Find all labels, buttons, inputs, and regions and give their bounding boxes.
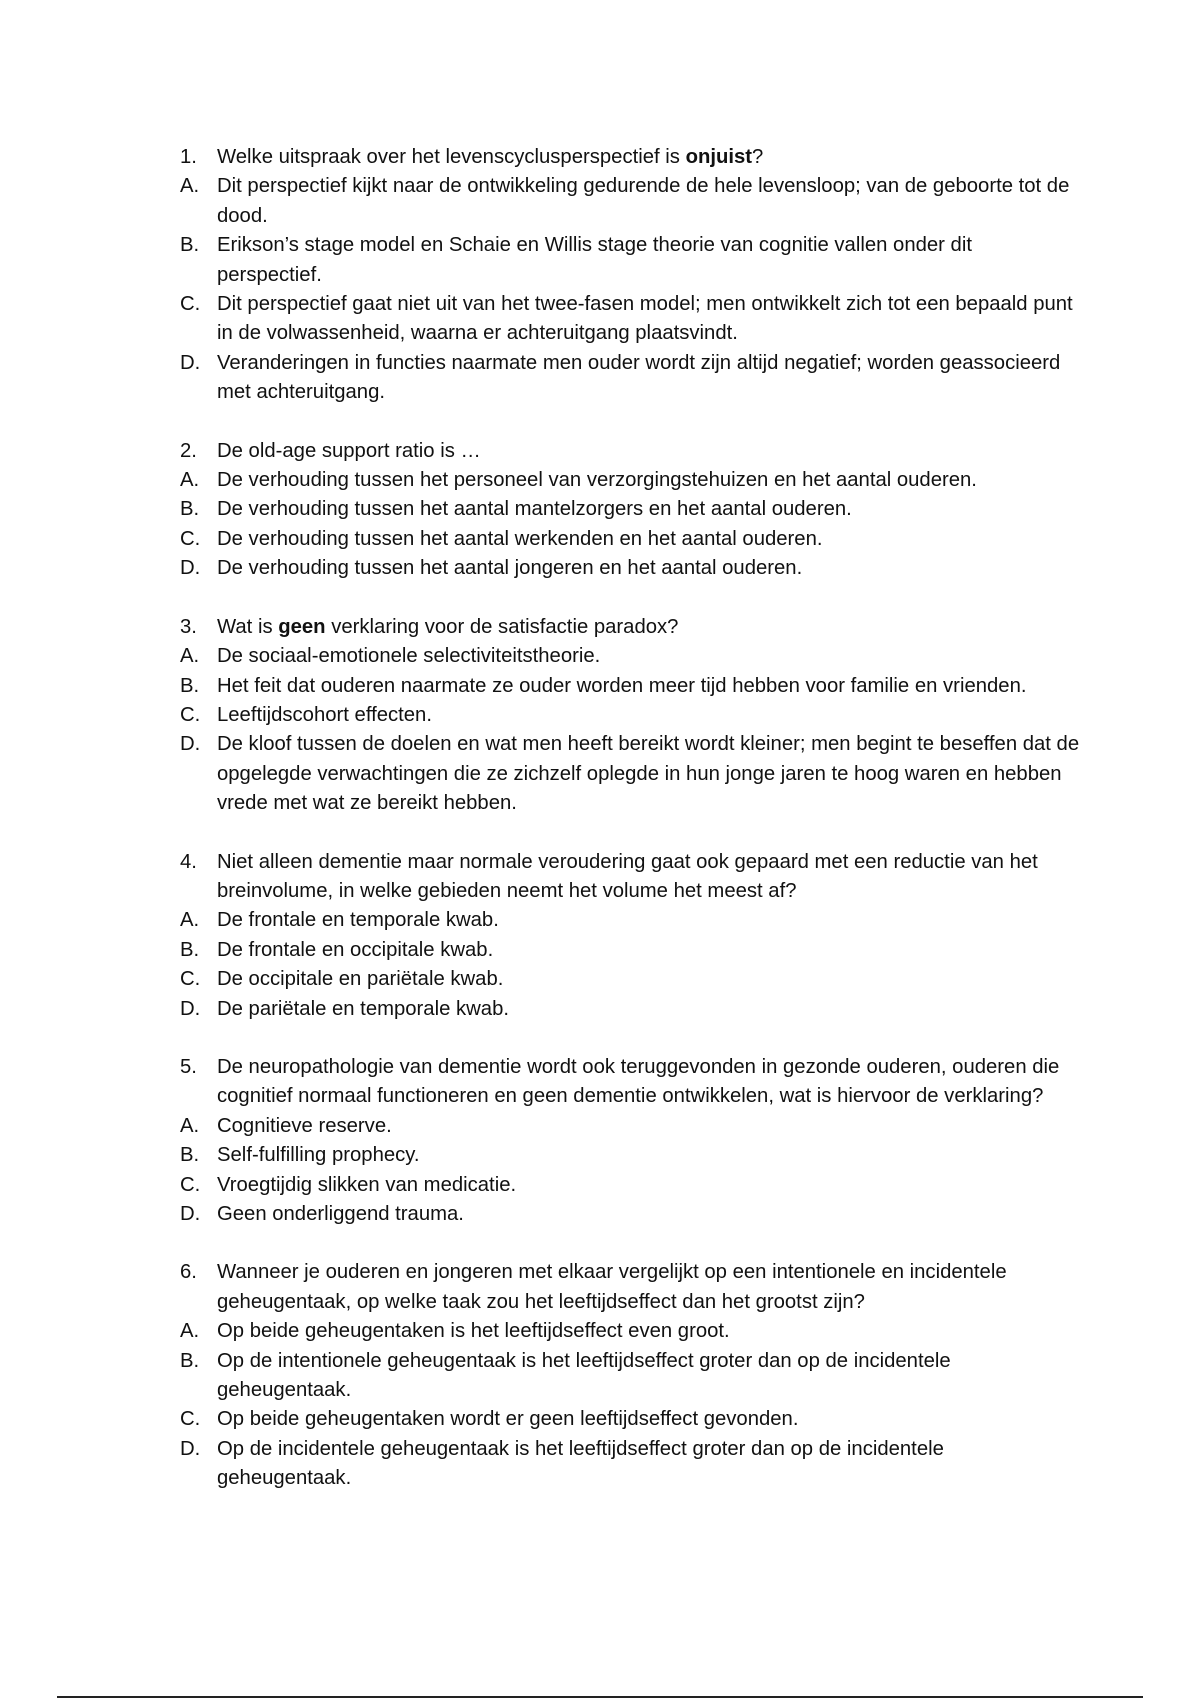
option-text: Cognitieve reserve. [217,1114,392,1137]
option-letter: C. [180,1173,201,1196]
question-4 [180,848,1080,1024]
option-text: Self-fulfilling prophecy. [217,1144,420,1167]
option-text: De frontale en temporale kwab. [217,909,499,932]
option-letter: A. [180,645,200,668]
option-text: De kloof tussen de doelen en wat men heeft bereikt wordt kleiner; men begint te beseffen dat de opgelegde verwachtingen die ze zichzelf oplegde in hun jonge jaren te hoog waren en hebben vrede met wat ze bereikt hebben. [217,733,1080,815]
option-letter: D. [180,997,201,1020]
question-prompt [180,1258,1080,1317]
option-text: Leeftijdscohort effecten. [217,703,432,726]
answer-option [180,495,1080,524]
question-number: 6. [180,1261,197,1284]
emphasis-text: geen [278,615,326,638]
answer-option [180,642,1080,671]
answer-option [180,730,1080,818]
question-text: De old-age support ratio is … [217,439,481,462]
question-text: De neuropathologie van dementie wordt ook teruggevonden in gezonde ouderen, ouderen die cognitief normaal functioneren en geen dementie ontwikkelen, wat is hiervoor de verklaring? [217,1055,1060,1108]
answer-option [180,701,1080,730]
option-letter: C. [180,527,201,550]
question-text: Wanneer je ouderen en jongeren met elkaar vergelijkt op een intentionele en incidentele geheugentaak, op welke taak zou het leeftijdseffect dan het grootst zijn? [217,1261,1007,1313]
option-letter: D. [180,1437,201,1460]
option-text: Dit perspectief gaat niet uit van het twee-fasen model; men ontwikkelt zich tot een bepaald punt in de volwassenheid, waarna er achteruitgang plaatsvindt. [217,293,1073,345]
answer-option [180,525,1080,554]
answer-option [180,672,1080,701]
option-text: De verhouding tussen het aantal jongeren en het aantal ouderen. [217,557,803,580]
option-letter: B. [180,674,200,697]
question-text: Wat is geen verklaring voor de satisfactie paradox? [217,615,679,638]
option-text: De verhouding tussen het aantal mantelzorgers en het aantal ouderen. [217,498,852,521]
page-divider [57,1696,1143,1698]
option-letter: D. [180,1203,201,1225]
option-text: Op beide geheugentaken is het leeftijdseffect even groot. [217,1320,730,1343]
answer-option [180,1171,1080,1200]
option-letter: C. [180,968,201,991]
option-text: Veranderingen in functies naarmate men ouder wordt zijn altijd negatief; worden geassocieerd met achteruitgang. [217,351,1061,404]
option-text: De pariëtale en temporale kwab. [217,997,509,1020]
question-text: Niet alleen dementie maar normale veroudering gaat ook gepaard met een reductie van het breinvolume, in welke gebieden neemt het volume het meest af? [217,850,1038,902]
answer-option [180,906,1080,935]
question-3 [180,613,1080,819]
option-letter: B. [180,498,200,521]
emphasis-text: onjuist [685,146,753,168]
answer-option [180,172,1080,231]
question-number: 1. [180,146,197,168]
option-letter: B. [180,1349,200,1372]
option-text: Geen onderliggend trauma. [217,1203,464,1225]
question-number: 5. [180,1055,197,1078]
answer-option [180,231,1080,290]
option-letter: A. [180,1114,200,1137]
option-letter: A. [180,1320,200,1343]
option-letter: A. [180,175,200,198]
option-text: De verhouding tussen het aantal werkenden en het aantal ouderen. [217,527,823,550]
question-text: Welke uitspraak over het levenscyclusperspectief is onjuist? [217,146,764,168]
answer-option [180,1347,1080,1406]
question-prompt [180,437,1080,466]
question-1 [180,143,1080,408]
option-text: Op de intentionele geheugentaak is het leeftijdseffect groter dan op de incidentele geheugentaak. [217,1349,951,1402]
question-number: 3. [180,615,197,638]
answer-option [180,1200,1080,1229]
option-letter: A. [180,909,200,932]
option-text: Erikson’s stage model en Schaie en Willis stage theorie van cognitie vallen onder dit perspectief. [217,234,972,286]
question-number: 4. [180,850,197,873]
answer-option [180,1141,1080,1170]
option-text: Het feit dat ouderen naarmate ze ouder worden meer tijd hebben voor familie en vrienden. [217,674,1027,697]
option-letter: D. [180,351,201,374]
option-text: De occipitale en pariëtale kwab. [217,968,504,991]
option-text: Op beide geheugentaken wordt er geen leeftijdseffect gevonden. [217,1408,799,1431]
question-prompt [180,1053,1080,1112]
option-text: De frontale en occipitale kwab. [217,938,494,961]
option-letter: C. [180,703,201,726]
question-2 [180,437,1080,584]
question-list [180,143,1080,1523]
question-number: 2. [180,439,197,462]
option-letter: A. [180,469,200,492]
option-letter: C. [180,293,201,316]
question-prompt [180,143,1080,172]
answer-option [180,995,1080,1024]
option-text: De verhouding tussen het personeel van verzorgingstehuizen en het aantal ouderen. [217,469,977,492]
answer-option [180,936,1080,965]
question-prompt [180,613,1080,642]
answer-option [180,466,1080,495]
option-text: Op de incidentele geheugentaak is het leeftijdseffect groter dan op de incidentele geheugentaak. [217,1437,944,1490]
option-letter: D. [180,733,201,756]
option-letter: B. [180,938,200,961]
question-5 [180,1053,1080,1229]
answer-option [180,1317,1080,1346]
option-text: De sociaal-emotionele selectiviteitstheorie. [217,645,601,668]
answer-option [180,349,1080,408]
option-letter: D. [180,557,201,580]
answer-option [180,1112,1080,1141]
question-6 [180,1258,1080,1493]
answer-option [180,290,1080,349]
answer-option [180,1405,1080,1434]
answer-option [180,1435,1080,1494]
option-text: Vroegtijdig slikken van medicatie. [217,1173,517,1196]
option-letter: C. [180,1408,201,1431]
option-letter: B. [180,1144,200,1167]
answer-option [180,554,1080,583]
option-text: Dit perspectief kijkt naar de ontwikkeling gedurende de hele levensloop; van de geboorte tot de dood. [217,175,1070,227]
option-letter: B. [180,234,200,257]
question-prompt [180,848,1080,907]
answer-option [180,965,1080,994]
